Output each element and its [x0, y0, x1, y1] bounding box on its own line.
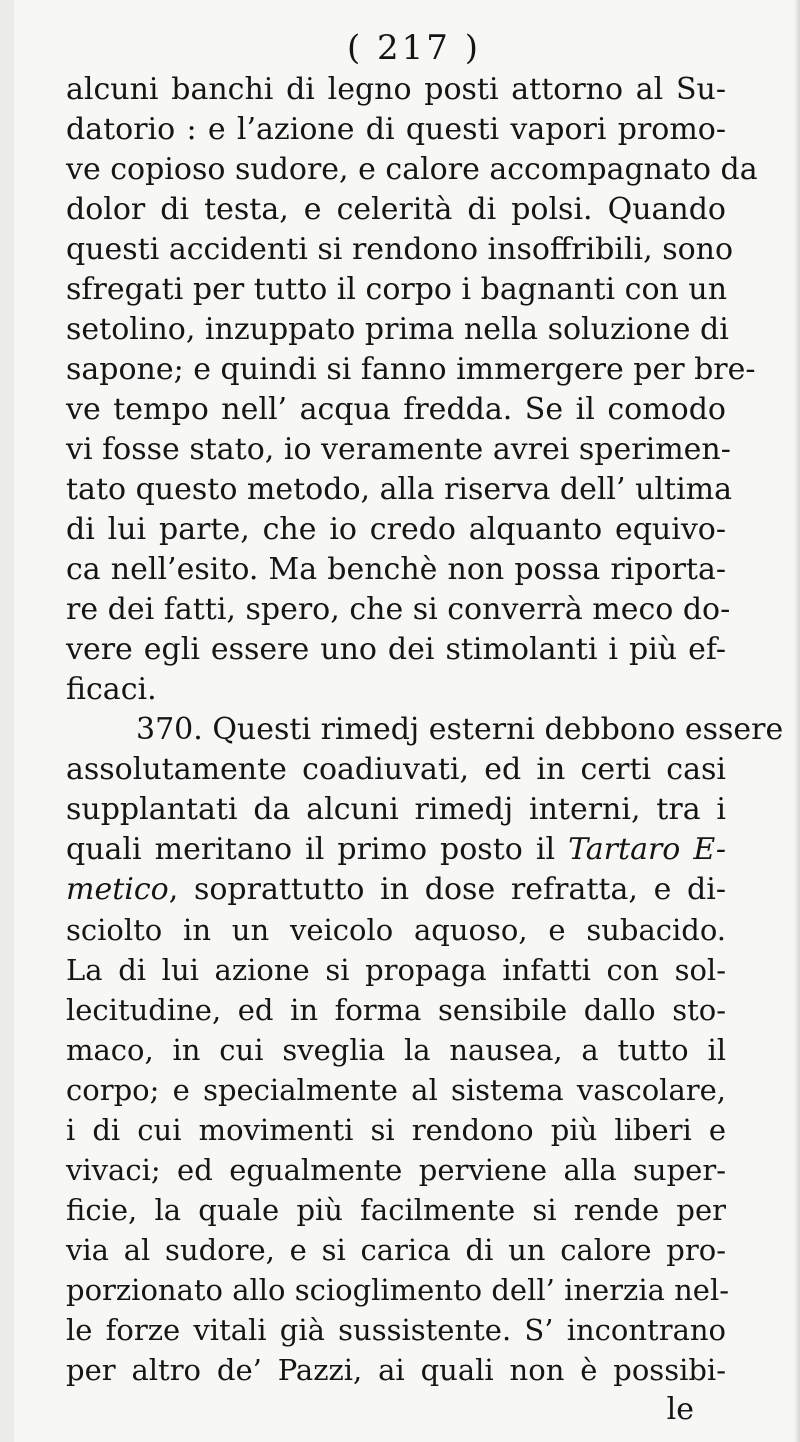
text-line: datorio : e l’azione di questi vapori promo-: [66, 112, 726, 147]
italic-term: Tartaro E-: [568, 832, 726, 867]
text-line: dolor di testa, e celerità di polsi. Quando: [66, 192, 726, 227]
text-line: per altro de’ Pazzi, ai quali non è possibi-: [66, 1353, 726, 1387]
text-line: ve copioso sudore, e calore accompagnato da: [66, 152, 758, 187]
text-line: porzionato allo scioglimento dell’ inerzia nel-: [66, 1273, 730, 1307]
line-text: quali meritano il primo posto il: [66, 832, 556, 867]
catchword: le: [666, 1392, 694, 1427]
page-number: ( 217 ): [346, 28, 482, 68]
text-line: La di lui azione si propaga infatti con sol-: [66, 953, 726, 987]
text-line: ficie, la quale più facilmente si rende per: [66, 1193, 726, 1227]
text-line: re dei fatti, spero, che si converrà meco do-: [66, 592, 731, 627]
text-line: lecitudine, ed in forma sensibile dallo sto-: [66, 993, 726, 1027]
paragraph-370-start: 370. Questi rimedj esterni debbono essere: [136, 712, 784, 747]
italic-term: metico: [66, 872, 169, 907]
text-line: sfregati per tutto il corpo i bagnanti con un: [66, 272, 728, 307]
text-line: questi accidenti si rendono insoffribili, sono: [66, 232, 734, 267]
text-line: vivaci; ed egualmente perviene alla super-: [66, 1153, 726, 1187]
text-line: sapone; e quindi si fanno immergere per bre-: [66, 352, 756, 387]
text-line: [66, 830, 726, 870]
text-line: i di cui movimenti si rendono più liberi e: [66, 1113, 726, 1147]
text-line: maco, in cui sveglia la nausea, a tutto il: [66, 1033, 726, 1067]
text-line: ve tempo nell’ acqua fredda. Se il comodo: [66, 392, 726, 427]
text-line: di lui parte, che io credo alquanto equivo-: [66, 512, 726, 547]
text-line: [66, 870, 726, 910]
text-line: corpo; e specialmente al sistema vascolare,: [66, 1073, 726, 1107]
text-line: le forze vitali già sussistente. S’ incontrano: [66, 1313, 726, 1347]
text-line: ficaci.: [66, 672, 157, 707]
text-line: vere egli essere uno dei stimolanti i più ef-: [66, 632, 726, 667]
body-text: [66, 70, 784, 1430]
text-line: supplantati da alcuni rimedj interni, tra i: [66, 792, 726, 827]
text-line: ca nell’esito. Ma benchè non possa riporta-: [66, 552, 726, 587]
text-line: assolutamente coadiuvati, ed in certi casi: [66, 752, 726, 787]
text-line: vi fosse stato, io veramente avrei sperimen-: [66, 432, 731, 467]
text-line: tato questo metodo, alla riserva dell’ ultima: [66, 472, 732, 507]
text-line: setolino, inzuppato prima nella soluzione di: [66, 312, 729, 347]
text-line: via al sudore, e si carica di un calore pro-: [66, 1233, 726, 1267]
text-line: sciolto in un veicolo aquoso, e subacido.: [66, 913, 726, 947]
line-text: , soprattutto in dose refratta, e di-: [168, 872, 726, 907]
text-line: alcuni banchi di legno posti attorno al Su-: [66, 72, 726, 107]
